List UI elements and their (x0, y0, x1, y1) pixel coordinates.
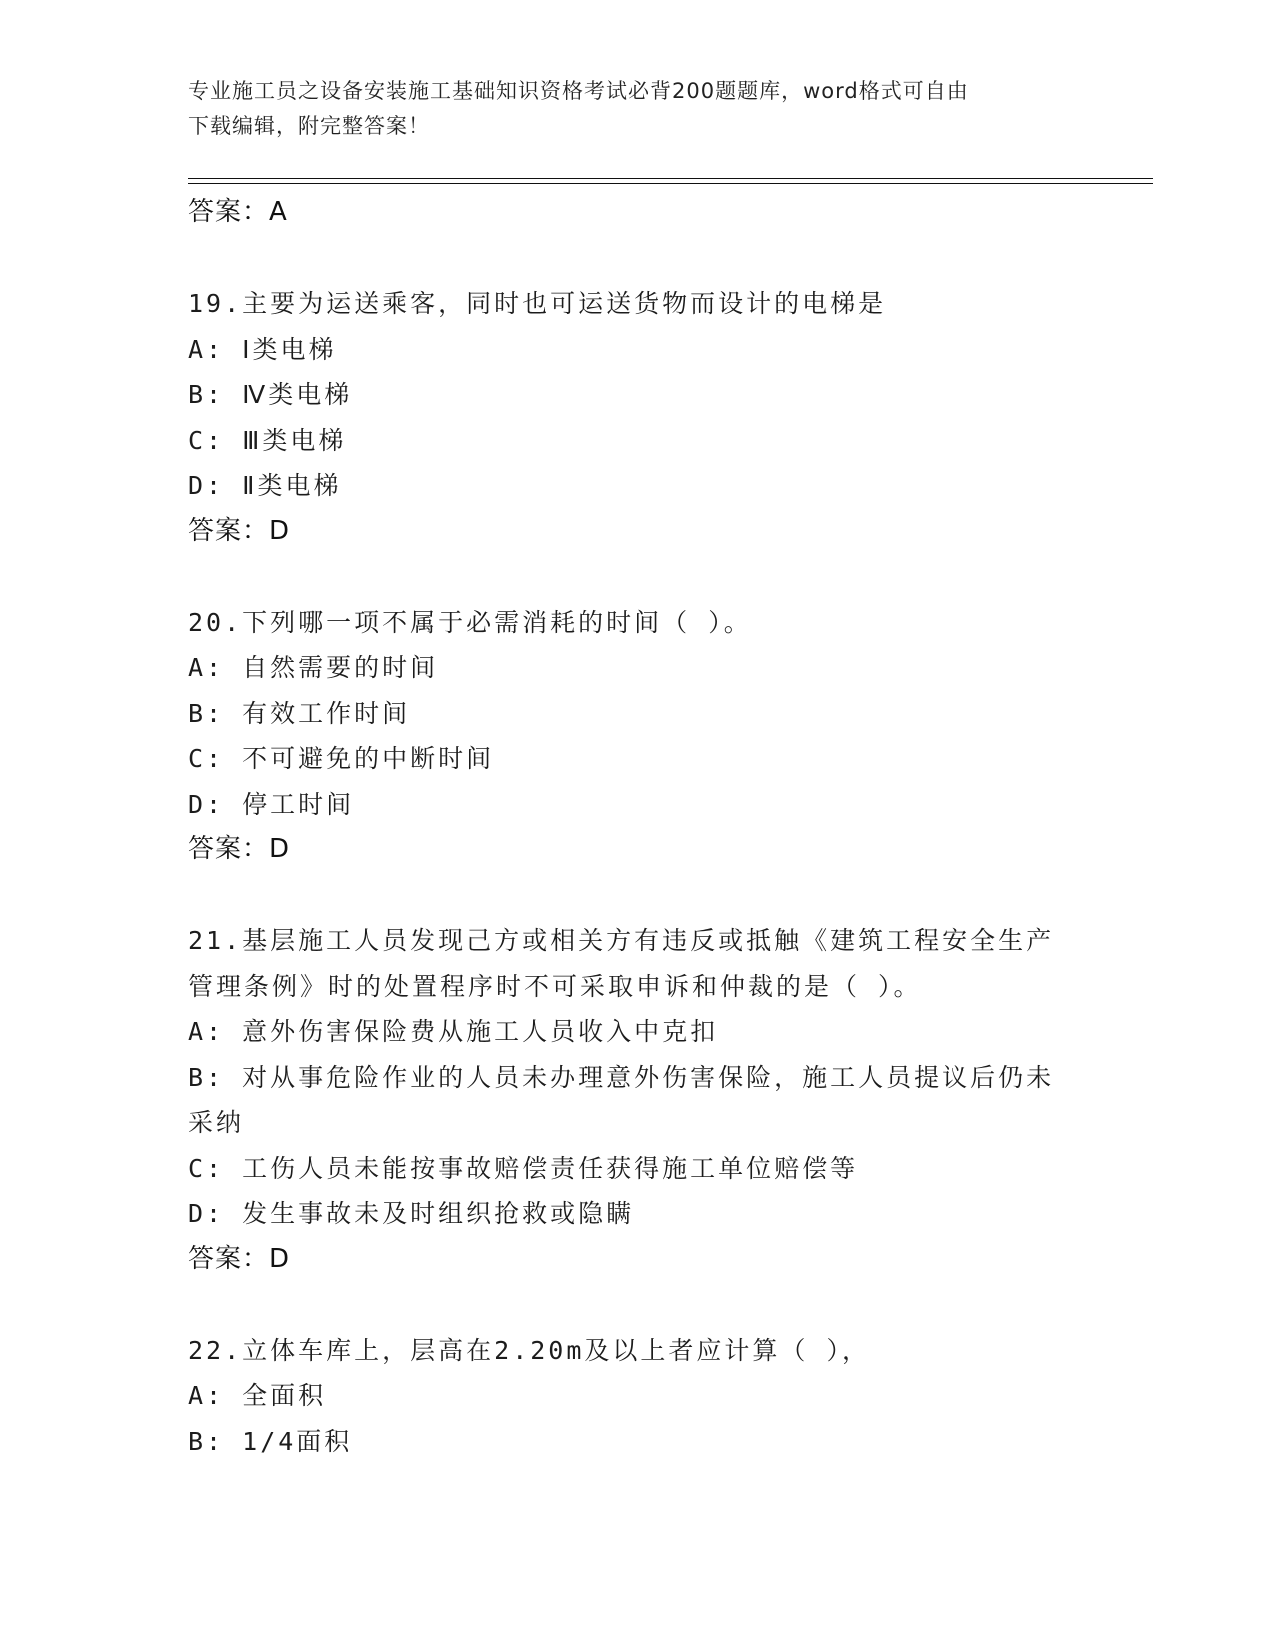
option-c: C: 不可避免的中断时间 (188, 744, 495, 773)
option-d: D: 发生事故未及时组织抢救或隐瞒 (188, 1199, 635, 1228)
header-rule-top (188, 178, 1153, 179)
question-stem: 19.主要为运送乘客，同时也可运送货物而设计的电梯是 (188, 289, 887, 318)
answer: 答案：D (188, 1243, 291, 1274)
question-20 (188, 600, 1088, 873)
option-b: B: 1/4面积 (188, 1426, 353, 1456)
spacer (188, 873, 1088, 919)
answer: 答案：D (188, 834, 291, 864)
option-c: C: 工伤人员未能按事故赔偿责任获得施工单位赔偿等 (188, 1153, 859, 1183)
document-header (188, 74, 1068, 144)
question-stem: 20.下列哪一项不属于必需消耗的时间（ ）。 (188, 607, 752, 637)
question-22 (188, 1328, 1088, 1465)
spacer (188, 1282, 1088, 1328)
answer: 答案：D (188, 515, 291, 546)
question-stem: 21.基层施工人员发现己方或相关方有违反或抵触《建筑工程安全生产管理条例》时的处置程序时不可采取申诉和仲裁的是（ ）。 (188, 926, 1055, 1001)
header-line-2: 下载编辑，附完整答案！ (188, 114, 430, 138)
option-a: A: Ⅰ类电梯 (188, 334, 337, 364)
spacer (188, 236, 1088, 282)
option-c: C: Ⅲ类电梯 (188, 425, 347, 455)
option-a: A: 自然需要的时间 (188, 653, 439, 682)
option-a: A: 全面积 (188, 1381, 327, 1410)
question-stem: 22.立体车库上，层高在2.20m及以上者应计算（ ）， (188, 1335, 870, 1365)
header-line-1: 专业施工员之设备安装施工基础知识资格考试必背200题题库，word格式可自由 (188, 79, 969, 103)
header-rule-bottom (188, 183, 1153, 184)
option-d: D: 停工时间 (188, 789, 355, 819)
document-body (188, 190, 1088, 1464)
option-a: A: 意外伤害保险费从施工人员收入中克扣 (188, 1017, 719, 1046)
option-b: B: 对从事危险作业的人员未办理意外伤害保险，施工人员提议后仍未采纳 (188, 1062, 1055, 1137)
spacer (188, 554, 1088, 600)
question-19 (188, 281, 1088, 554)
option-b: B: 有效工作时间 (188, 698, 411, 728)
previous-answer: 答案：A (188, 197, 288, 227)
question-21 (188, 918, 1088, 1282)
option-b: B: Ⅳ类电梯 (188, 380, 353, 409)
option-d: D: Ⅱ类电梯 (188, 471, 342, 500)
